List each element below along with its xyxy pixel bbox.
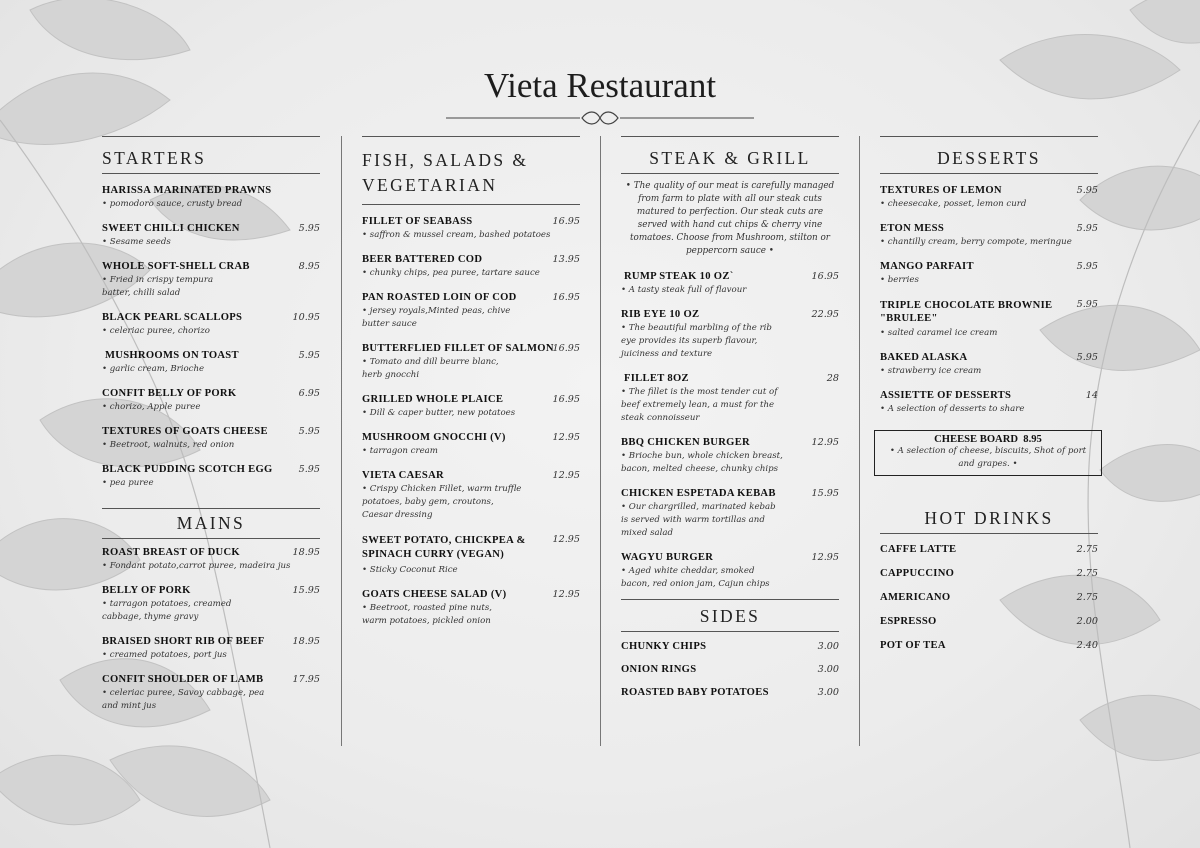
menu-item — [880, 299, 1098, 340]
side-item — [621, 687, 839, 698]
section-top-rule — [880, 136, 1098, 137]
drink-item — [880, 592, 1098, 603]
side-item-price: 3.00 — [817, 687, 839, 698]
menu-item-description: • chunky chips, pea puree, tartare sauce — [362, 268, 540, 278]
menu-item-name: WAGYU BURGER — [621, 552, 714, 563]
cheese-board-box — [874, 430, 1102, 476]
menu-item-price: 5.95 — [298, 464, 320, 475]
menu-item — [362, 394, 580, 420]
drink-item-name: ESPRESSO — [880, 616, 937, 627]
column-steak-grill-sides — [621, 136, 839, 698]
menu-item — [102, 261, 320, 300]
menu-item-price: 5.95 — [1076, 299, 1098, 310]
section-heading-steak-grill: STEAK & GRILL — [649, 148, 811, 168]
drink-item — [880, 640, 1098, 651]
menu-item — [362, 254, 580, 280]
menu-item-description: • tarragon cream — [362, 446, 438, 456]
menu-item-name: BLACK PUDDING SCOTCH EGG — [102, 464, 273, 475]
drink-item-price: 2.00 — [1076, 616, 1098, 627]
drink-item-name: CAFFE LATTE — [880, 544, 957, 555]
section-heading-hot-drinks: HOT DRINKS — [924, 508, 1054, 528]
menu-item — [362, 432, 580, 458]
menu-item-description: • celeriac puree, Savoy cabbage, pea and mint jus — [102, 688, 265, 711]
menu-item — [102, 585, 320, 624]
menu-item-name: MUSHROOM GNOCCHI (V) — [362, 432, 506, 443]
menu-item — [880, 185, 1098, 211]
menu-item — [880, 261, 1098, 287]
menu-item — [362, 343, 580, 382]
drink-item-name: AMERICANO — [880, 592, 951, 603]
menu-item-name: FILLET 8OZ — [621, 373, 689, 384]
side-item-price: 3.00 — [817, 664, 839, 675]
menu-item-description: • pea puree — [102, 478, 154, 488]
menu-item-price: 8.95 — [298, 261, 320, 272]
menu-item-price: 5.95 — [298, 223, 320, 234]
menu-item-name: HARISSA MARINATED PRAWNS — [102, 185, 272, 196]
drink-item — [880, 544, 1098, 555]
menu-item-price: 5.95 — [1076, 352, 1098, 363]
column-divider — [859, 136, 860, 746]
menu-item-description: • The beautiful marbling of the rib eye provides its superb flavour, juiciness and texture — [621, 323, 772, 359]
menu-item — [880, 223, 1098, 249]
menu-item-description: • garlic cream, Brioche — [102, 364, 205, 374]
menu-item-price: 5.95 — [1076, 223, 1098, 234]
menu-item-name: BUTTERFLIED FILLET OF SALMON — [362, 343, 554, 354]
menu-item — [102, 547, 320, 573]
cheese-board-description: • A selection of cheese, biscuits, Shot of port and grapes. • — [889, 446, 1087, 469]
menu-item-price: 5.95 — [1076, 185, 1098, 196]
menu-item — [102, 350, 320, 376]
menu-item-description: • Dill & caper butter, new potatoes — [362, 408, 516, 418]
cheese-board-title: CHEESE BOARD 8.95 — [934, 434, 1042, 445]
menu-item-name: RUMP STEAK 10 OZ` — [621, 271, 734, 282]
menu-item — [102, 674, 320, 713]
menu-item-price: 16.95 — [552, 216, 580, 227]
menu-item — [621, 437, 839, 476]
menu-item-name: SWEET POTATO, CHICKPEA & SPINACH CURRY (VEGAN) — [362, 535, 526, 560]
menu-item-description: • jersey royals,Minted peas, chive butter sauce — [362, 306, 511, 329]
section-bottom-rule — [102, 173, 320, 174]
menu-item-name: WHOLE SOFT-SHELL CRAB — [102, 261, 250, 272]
restaurant-title: Vieta Restaurant — [483, 66, 717, 105]
menu-item — [880, 390, 1098, 416]
menu-item-description: • saffron & mussel cream, bashed potatoes — [362, 230, 551, 240]
menu-item-price: 16.95 — [552, 292, 580, 303]
menu-item — [880, 352, 1098, 378]
menu-item-name: ETON MESS — [880, 223, 945, 234]
menu-item-price: 6.95 — [298, 388, 320, 399]
menu-item — [102, 223, 320, 249]
menu-item-name: BLACK PEARL SCALLOPS — [102, 312, 243, 323]
menu-item-price: 12.95 — [811, 437, 839, 448]
menu-item-price: 12.95 — [552, 432, 580, 443]
menu-item-price: 12.95 — [811, 552, 839, 563]
menu-item — [102, 185, 320, 211]
menu-item — [621, 552, 839, 591]
menu-item-name: TEXTURES OF GOATS CHEESE — [102, 426, 268, 437]
menu-item-price: 14 — [1085, 390, 1098, 401]
menu-item-description: • A selection of desserts to share — [880, 404, 1025, 414]
section-starters — [102, 136, 320, 490]
menu-item-description: • Fondant potato,carrot puree, madeira jus — [102, 561, 291, 571]
menu-item-name: BEER BATTERED COD — [362, 254, 483, 265]
menu-item-description: • Aged white cheddar, smoked bacon, red onion jam, Cajun chips — [621, 566, 770, 589]
section-heading-fish-salads-vegetarian: FISH, SALADS & VEGETARIAN — [362, 150, 529, 195]
menu-item-name: RIB EYE 10 OZ — [621, 309, 700, 320]
menu-item-name: VIETA CAESAR — [362, 470, 444, 481]
section-top-rule — [621, 136, 839, 137]
menu-item-name: PAN ROASTED LOIN OF COD — [362, 292, 517, 303]
menu-item-name: CHICKEN ESPETADA KEBAB — [621, 488, 776, 499]
menu-item-description: • strawberry ice cream — [880, 366, 982, 376]
column-divider — [600, 136, 601, 746]
section-top-rule — [102, 508, 320, 509]
column-divider — [341, 136, 342, 746]
menu-item-description: • chantilly cream, berry compote, meringue — [880, 237, 1072, 247]
menu-item — [621, 271, 839, 297]
menu-item-name: CONFIT SHOULDER OF LAMB — [102, 674, 264, 685]
menu-item-price: 15.95 — [292, 585, 320, 596]
section-heading-desserts: DESSERTS — [937, 148, 1041, 168]
menu-item — [362, 589, 580, 628]
column-starters-mains — [102, 136, 320, 713]
menu-item-description: • Beetroot, roasted pine nuts, warm potatoes, pickled onion — [362, 603, 492, 626]
menu-item — [102, 312, 320, 338]
menu-item-name: ROAST BREAST OF DUCK — [102, 547, 240, 558]
section-top-rule — [102, 136, 320, 137]
section-top-rule — [362, 136, 580, 137]
menu-item-description: • Our chargrilled, marinated kebab is served with warm tortillas and mixed salad — [621, 502, 776, 538]
menu-item-description: • Crispy Chicken Fillet, warm truffle potatoes, baby gem, croutons, Caesar dressing — [362, 484, 522, 520]
menu-item — [102, 636, 320, 662]
section-heading-starters: STARTERS — [102, 148, 207, 168]
drink-item — [880, 616, 1098, 627]
menu-item-description: • tarragon potatoes, creamed cabbage, thyme gravy — [102, 599, 232, 622]
section-top-rule — [621, 599, 839, 600]
menu-item-description: • celeriac puree, chorizo — [102, 326, 210, 336]
menu-item-price: 28 — [826, 373, 839, 384]
section-bottom-rule — [621, 173, 839, 174]
menu-item-price: 17.95 — [292, 674, 320, 685]
menu-item-name: MUSHROOMS ON TOAST — [102, 350, 239, 361]
menu-item-price: 16.95 — [811, 271, 839, 282]
section-bottom-rule — [102, 538, 320, 539]
section-heading-sides: SIDES — [699, 606, 761, 626]
menu-item-price: 12.95 — [552, 470, 580, 481]
drink-item-price: 2.75 — [1076, 592, 1098, 603]
menu-item-name: BELLY OF PORK — [102, 585, 191, 596]
menu-item-description: • creamed potatoes, port jus — [102, 650, 227, 660]
section-hot-drinks — [880, 508, 1098, 651]
title-flourish-ornament — [446, 110, 754, 126]
menu-item-name: MANGO PARFAIT — [880, 261, 974, 272]
menu-item — [102, 464, 320, 490]
menu-item-price: 12.95 — [552, 534, 580, 545]
side-item-name: CHUNKY CHIPS — [621, 641, 707, 652]
menu-item-description: • cheesecake, posset, lemon curd — [880, 199, 1027, 209]
menu-item-price: 12.95 — [552, 589, 580, 600]
menu-item-name: GOATS CHEESE SALAD (V) — [362, 589, 507, 600]
menu-item — [102, 426, 320, 452]
menu-item — [102, 388, 320, 414]
section-sides — [621, 599, 839, 698]
section-bottom-rule — [880, 173, 1098, 174]
menu-item-name: BAKED ALASKA — [880, 352, 968, 363]
side-item-name: ONION RINGS — [621, 664, 697, 675]
menu-item-price: 10.95 — [292, 312, 320, 323]
menu-item-name: CONFIT BELLY OF PORK — [102, 388, 237, 399]
menu-item-name: FILLET OF SEABASS — [362, 216, 473, 227]
menu-item-price: 15.95 — [811, 488, 839, 499]
menu-item-price: 5.95 — [1076, 261, 1098, 272]
menu-item-description: • The fillet is the most tender cut of beef extremely lean, a must for the steak connoisseur — [621, 387, 778, 423]
menu-item — [362, 470, 580, 522]
column-fish-salads-vegetarian — [362, 136, 580, 628]
menu-item — [362, 534, 580, 577]
menu-item-description: • Brioche bun, whole chicken breast, bacon, melted cheese, chunky chips — [621, 451, 783, 474]
menu-item-name: ASSIETTE OF DESSERTS — [880, 390, 1012, 401]
menu-item-name: TEXTURES OF LEMON — [880, 185, 1002, 196]
menu-item-name: BBQ CHICKEN BURGER — [621, 437, 751, 448]
menu-item-price: 13.95 — [552, 254, 580, 265]
menu-item-price: 16.95 — [552, 394, 580, 405]
menu-item-description: • Sticky Coconut Rice — [362, 565, 458, 575]
menu-item — [621, 488, 839, 540]
menu-item-price: 18.95 — [292, 636, 320, 647]
menu-item-description: • berries — [880, 275, 919, 285]
drink-item-price: 2.40 — [1076, 640, 1098, 651]
menu-item — [362, 292, 580, 331]
section-heading-mains: MAINS — [176, 513, 246, 533]
menu-item-description: • chorizo, Apple puree — [102, 402, 201, 412]
menu-item-description: • Fried in crispy tempura batter, chilli salad — [102, 275, 214, 298]
menu-item-description: • Tomato and dill beurre blanc, herb gnocchi — [362, 357, 499, 380]
drink-item-name: POT OF TEA — [880, 640, 946, 651]
menu-item-price: 16.95 — [552, 343, 580, 354]
menu-item-name: SWEET CHILLI CHICKEN — [102, 223, 240, 234]
menu-item-description: • salted caramel ice cream — [880, 328, 998, 338]
side-item-name: ROASTED BABY POTATOES — [621, 687, 769, 698]
menu-item — [621, 309, 839, 361]
menu-item-name: BRAISED SHORT RIB OF BEEF — [102, 636, 265, 647]
section-mains — [102, 508, 320, 713]
menu-item — [621, 373, 839, 425]
menu-item-description: • Beetroot, walnuts, red onion — [102, 440, 235, 450]
drink-item-price: 2.75 — [1076, 568, 1098, 579]
menu-item-price: 5.95 — [298, 350, 320, 361]
side-item-price: 3.00 — [817, 641, 839, 652]
menu-item-description: • Sesame seeds — [102, 237, 171, 247]
side-item — [621, 641, 839, 652]
steak-intro-text: • The quality of our meat is carefully managed from farm to plate with all our steak cuts matured to perfection. Our steak cuts are served with hand cut chips & cherry vine tomatoes. Choose from Mushroom, stilton or peppercorn sauce • — [625, 181, 835, 256]
menu-item-description: • pomodoro sauce, crusty bread — [102, 199, 243, 209]
menu-item-description: • A tasty steak full of flavour — [621, 285, 747, 295]
menu-item-name: GRILLED WHOLE PLAICE — [362, 394, 504, 405]
section-bottom-rule — [362, 204, 580, 205]
section-bottom-rule — [880, 533, 1098, 534]
menu-item-price: 5.95 — [298, 426, 320, 437]
drink-item-name: CAPPUCCINO — [880, 568, 955, 579]
menu-item-price: 18.95 — [292, 547, 320, 558]
side-item — [621, 664, 839, 675]
section-bottom-rule — [621, 631, 839, 632]
drink-item — [880, 568, 1098, 579]
menu-item-name: TRIPLE CHOCOLATE BROWNIE "BRULEE" — [880, 300, 1053, 324]
menu-item-price: 22.95 — [811, 309, 839, 320]
menu-item — [362, 216, 580, 242]
drink-item-price: 2.75 — [1076, 544, 1098, 555]
